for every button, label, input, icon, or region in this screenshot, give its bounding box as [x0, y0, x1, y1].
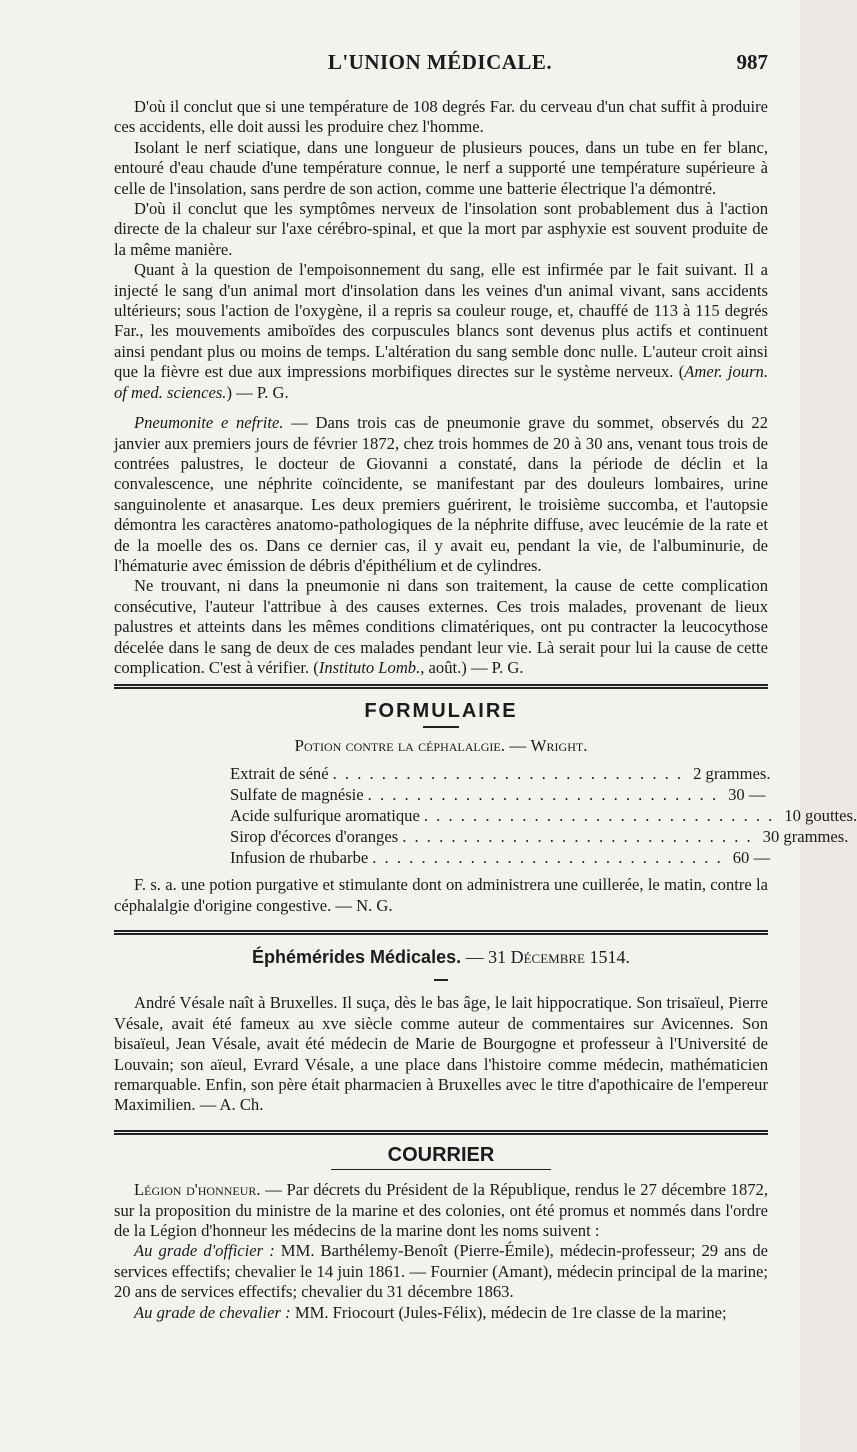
ingredient-name: Extrait de séné	[230, 764, 329, 784]
ephemerides-date: — 31 Décembre 1514.	[461, 947, 630, 967]
ingredient-row	[230, 764, 771, 785]
leader-dots: . . . . . . . . . . . . . . . . . . . . . . . . . . . . .	[372, 848, 723, 868]
paragraph: Isolant le nerf sciatique, dans une longueur de plusieurs pouces, dans un tube en fer blanc, entouré d'eau chaude d'une température connue, le nerf a supporté une température supérieure à celle de l'insolation, sans perdre de son action, comme une batterie électrique l'a démontré.	[114, 137, 768, 198]
signature: ) — P. G.	[226, 382, 289, 402]
page-header	[110, 44, 770, 84]
article-heading: Légion d'honneur.	[134, 1180, 261, 1200]
paragraph-text: MM. Barthélemy-Benoît (Pierre-Émile), médecin-professeur; 29 ans de services effectifs; chevalier le 14 juin 1861. — Fournier (Amant), médecin principal de la marine; 20 ans de services effectifs; chevalier du 31 décembre 1863.	[114, 1241, 769, 1302]
page-number: 987	[736, 50, 768, 74]
paragraph-text: MM. Friocourt (Jules-Félix), médecin de 1re classe de la marine;	[290, 1302, 727, 1322]
ingredient-row	[230, 785, 766, 806]
journal-reference: Instituto Lomb.	[318, 657, 421, 677]
formula-name: Potion contre la céphalalgie.	[294, 735, 505, 755]
paragraph	[114, 1241, 768, 1302]
paragraph-pneumonite	[114, 413, 768, 576]
section-divider	[114, 1130, 768, 1135]
leader-dots: . . . . . . . . . . . . . . . . . . . . . . . . . . . . .	[367, 785, 719, 805]
journal-reference: Amer. journ. of med. sciences.	[114, 362, 768, 402]
ingredient-list	[230, 764, 857, 869]
paragraph	[114, 1180, 768, 1241]
paragraph	[114, 1303, 768, 1323]
reference-open: (	[673, 362, 685, 382]
leader-dots: . . . . . . . . . . . . . . . . . . . . . . . . . . . . .	[332, 764, 684, 784]
ingredient-quantity: 30 grammes.	[762, 827, 849, 847]
ephemerides-title	[114, 947, 768, 967]
short-divider	[331, 1169, 551, 1170]
ingredient-quantity: 60 —	[732, 848, 771, 868]
section-title-courrier: COURRIER	[387, 1143, 495, 1166]
ingredient-quantity: 10 gouttes.	[784, 806, 857, 826]
ingredient-name: Sulfate de magnésie	[230, 785, 364, 805]
ingredient-quantity: 30 —	[728, 785, 766, 805]
section-divider	[114, 930, 768, 935]
formula-author: Wright.	[530, 735, 588, 755]
leader-dots: . . . . . . . . . . . . . . . . . . . . . . . . . . . . .	[423, 806, 775, 826]
short-divider	[434, 979, 448, 981]
ephemerides-heading: Éphémérides Médicales.	[252, 947, 462, 967]
ingredient-name: Sirop d'écorces d'oranges	[230, 827, 399, 847]
article-heading: Au grade d'officier :	[134, 1241, 275, 1261]
formula-title	[114, 736, 768, 756]
ingredient-row	[230, 806, 857, 827]
ingredient-name: Infusion de rhubarbe	[230, 848, 369, 868]
ingredient-name: Acide sulfurique aromatique	[230, 806, 420, 826]
paragraph: D'où il conclut que si une température de 108 degrés Far. du cerveau d'un chat suffit à produire ces accidents, elle doit aussi les produire chez l'homme.	[114, 97, 768, 137]
paragraph-text: — Par décrets du Président de la République, rendus le 27 décembre 1872, sur la proposition du ministre de la marine et des colonies, ont été promus et nommés dans l'ordre de la Légion d'honneur les médecins de la marine dont les noms suivent :	[114, 1180, 769, 1241]
paragraph: André Vésale naît à Bruxelles. Il suça, dès le bas âge, le lait hippocratique. Son trisaïeul, Pierre Vésale, avait été fameux au xve siècle comme auteur de commentaires sur Avicennes. Son bisaïeul, Jean Vésale, avait été médecin de Marie de Bourgogne et professeur à l'Université de Louvain; son aïeul, Evrard Vésale, a une place dans l'histoire comme médecin, mathématicien remarquable. Enfin, son père était pharmacien à Bruxelles avec le titre d'apothicaire de l'empereur Maximilien. — A. Ch.	[114, 993, 768, 1115]
paragraph-text: Ne trouvant, ni dans la pneumonie ni dans son traitement, la cause de cette complication consécutive, l'auteur l'attribue à des causes externes. Ces trois malades, provenant de lieux palustres et atteints dans les mêmes conditions climatériques, ont pu contracter la leucocythose décelée dans le sang de deux de ces malades pendant leur vie. Là serait pour lui la cause de cette complication. C'est à vérifier. (	[114, 576, 768, 677]
section-divider	[114, 684, 768, 689]
page-body	[114, 97, 857, 1323]
formula-separator: —	[504, 735, 531, 755]
section-title-formulaire: FORMULAIRE	[364, 700, 518, 723]
paragraph-text: Quant à la question de l'empoisonnement du sang, elle est infirmée par le fait suivant. Il a injecté le sang d'un animal mort d'insolation dans les veines d'un animal vivant, sans accidents ultérieurs; sous l'action de l'oxygène, il a repris sa couleur rouge, et, chauffé de 113 à 115 degrés Far., les mouvements amiboïdes des corpuscules blancs sont devenus plus actifs et continuent ainsi pendant plus ou moins de temps. L'altération du sang semble donc nulle. L'auteur croit ainsi que la fièvre est due aux impressions morbifiques directes sur le système nerveux.	[114, 260, 768, 382]
ingredient-row	[230, 848, 771, 869]
article-heading: Pneumonite e nefrite.	[134, 413, 284, 433]
short-divider	[423, 726, 459, 728]
paragraph	[114, 260, 768, 403]
leader-dots: . . . . . . . . . . . . . . . . . . . . . . . . . . . . .	[402, 827, 753, 847]
formula-note: F. s. a. une potion purgative et stimulante dont on administrera une cuillerée, le matin, contre la céphalalgie d'origine congestive. — N. G.	[114, 875, 768, 915]
running-title: L'UNION MÉDICALE.	[327, 50, 553, 74]
ingredient-quantity: 2 grammes.	[693, 764, 771, 784]
paragraph-text: — Dans trois cas de pneumonie grave du sommet, observés du 22 janvier aux premiers jours de février 1872, chez trois hommes de 20 à 30 ans, venant tous trois de contrées palustres, le docteur de Giovanni a constaté, dans la période de déclin et la convalescence, une néphrite coïncidente, se manifestant par des douleurs lombaires, urine sanguinolente et anasarque. Les deux premiers guérirent, le troisième succomba, et l'autopsie démontra les caractères anatomo-pathologiques de la néphrite diffuse, avec leucémie de la rate et de la moelle des os. Dans ce dernier cas, il y avait eu, pendant la vie, de l'albuminurie, de l'hématurie avec émission de débris d'épithélium et de cylindres.	[114, 413, 768, 575]
signature: , août.) — P. G.	[420, 657, 524, 677]
paragraph	[114, 576, 768, 678]
article-heading: Au grade de chevalier :	[134, 1302, 291, 1322]
ingredient-row	[230, 827, 849, 848]
paragraph: D'où il conclut que les symptômes nerveux de l'insolation sont probablement dus à l'action directe de la chaleur sur l'axe cérébro-spinal, et que la mort par asphyxie est souvent produite de la même manière.	[114, 199, 768, 259]
